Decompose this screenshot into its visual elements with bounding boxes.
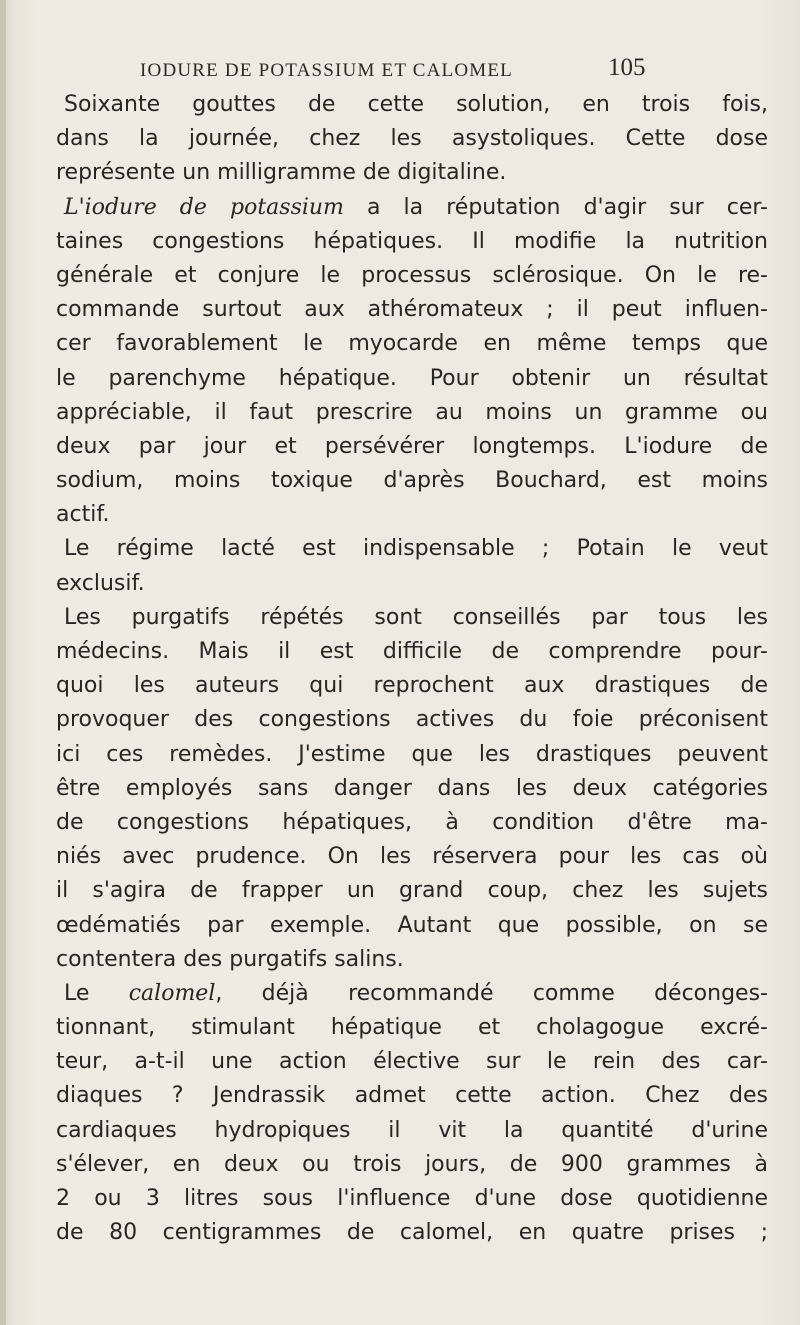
body-text	[56, 88, 768, 1250]
text-line: appréciable, il faut prescrire au moins un gramme ou	[56, 399, 768, 425]
text-line: actif.	[56, 502, 110, 528]
text-line: tionnant, stimulant hépatique et cholagogue excré-	[56, 1015, 768, 1041]
text-line: de congestions hépatiques, à condition d'être ma-	[56, 809, 768, 835]
text-line: générale et conjure le processus sclérosique. On le re-	[56, 262, 768, 288]
text-line: Les purgatifs répétés sont conseillés par tous les	[64, 604, 768, 630]
text-line: 2 ou 3 litres sous l'influence d'une dose quotidienne	[56, 1186, 768, 1211]
page-number: 105	[608, 54, 646, 81]
text-line: Soixante gouttes de cette solution, en trois fois,	[64, 92, 768, 117]
text-line: diaques ? Jendrassik admet cette action. Chez des	[56, 1083, 768, 1109]
text-line: commande surtout aux athéromateux ; il peut influen-	[56, 297, 768, 323]
italic-term: L'iodure de potassium	[64, 194, 344, 220]
text-line: taines congestions hépatiques. Il modifie la nutrition	[56, 228, 768, 254]
text-line: œdématiés par exemple. Autant que possible, on se	[56, 912, 768, 938]
running-header-title: IODURE DE POTASSIUM ET CALOMEL	[140, 60, 513, 81]
text-line: teur, a-t-il une action élective sur le rein des car-	[56, 1049, 768, 1075]
text-line: niés avec prudence. On les réservera pour les cas où	[56, 844, 768, 870]
text-line: représente un milligramme de digitaline.	[56, 160, 507, 186]
text-line: s'élever, en deux ou trois jours, de 900 grammes à	[56, 1151, 768, 1177]
text-line: Le régime lacté est indispensable ; Potain le veut	[64, 536, 768, 562]
text-line: cer favorablement le myocarde en même temps que	[56, 331, 768, 357]
text-line: de 80 centigrammes de calomel, en quatre prises ;	[56, 1220, 768, 1246]
text-line: il s'agira de frapper un grand coup, chez les sujets	[56, 878, 768, 904]
text-line: provoquer des congestions actives du foie préconisent	[56, 707, 768, 733]
text-line: Le calomel, déjà recommandé comme déconges-	[64, 980, 768, 1006]
text-line: exclusif.	[56, 570, 145, 596]
text-line: ici ces remèdes. J'estime que les drastiques peuvent	[56, 741, 768, 767]
text-line: le parenchyme hépatique. Pour obtenir un résultat	[56, 365, 768, 391]
text-line: être employés sans danger dans les deux catégories	[56, 775, 768, 801]
text-line: sodium, moins toxique d'après Bouchard, est moins	[56, 468, 768, 494]
text-line: dans la journée, chez les asystoliques. Cette dose	[56, 126, 768, 152]
text-line: deux par jour et persévérer longtemps. L'iodure de	[56, 433, 768, 459]
italic-term: calomel	[128, 980, 216, 1006]
page-binding-edge	[0, 0, 6, 1325]
text-line: cardiaques hydropiques il vit la quantité d'urine	[56, 1117, 768, 1143]
text-line: médecins. Mais il est difficile de comprendre pour-	[56, 639, 768, 664]
text-line: contentera des purgatifs salins.	[56, 946, 404, 972]
text-line: quoi les auteurs qui reprochent aux drastiques de	[56, 673, 768, 699]
text-line: L'iodure de potassium a la réputation d'agir sur cer-	[64, 194, 768, 220]
